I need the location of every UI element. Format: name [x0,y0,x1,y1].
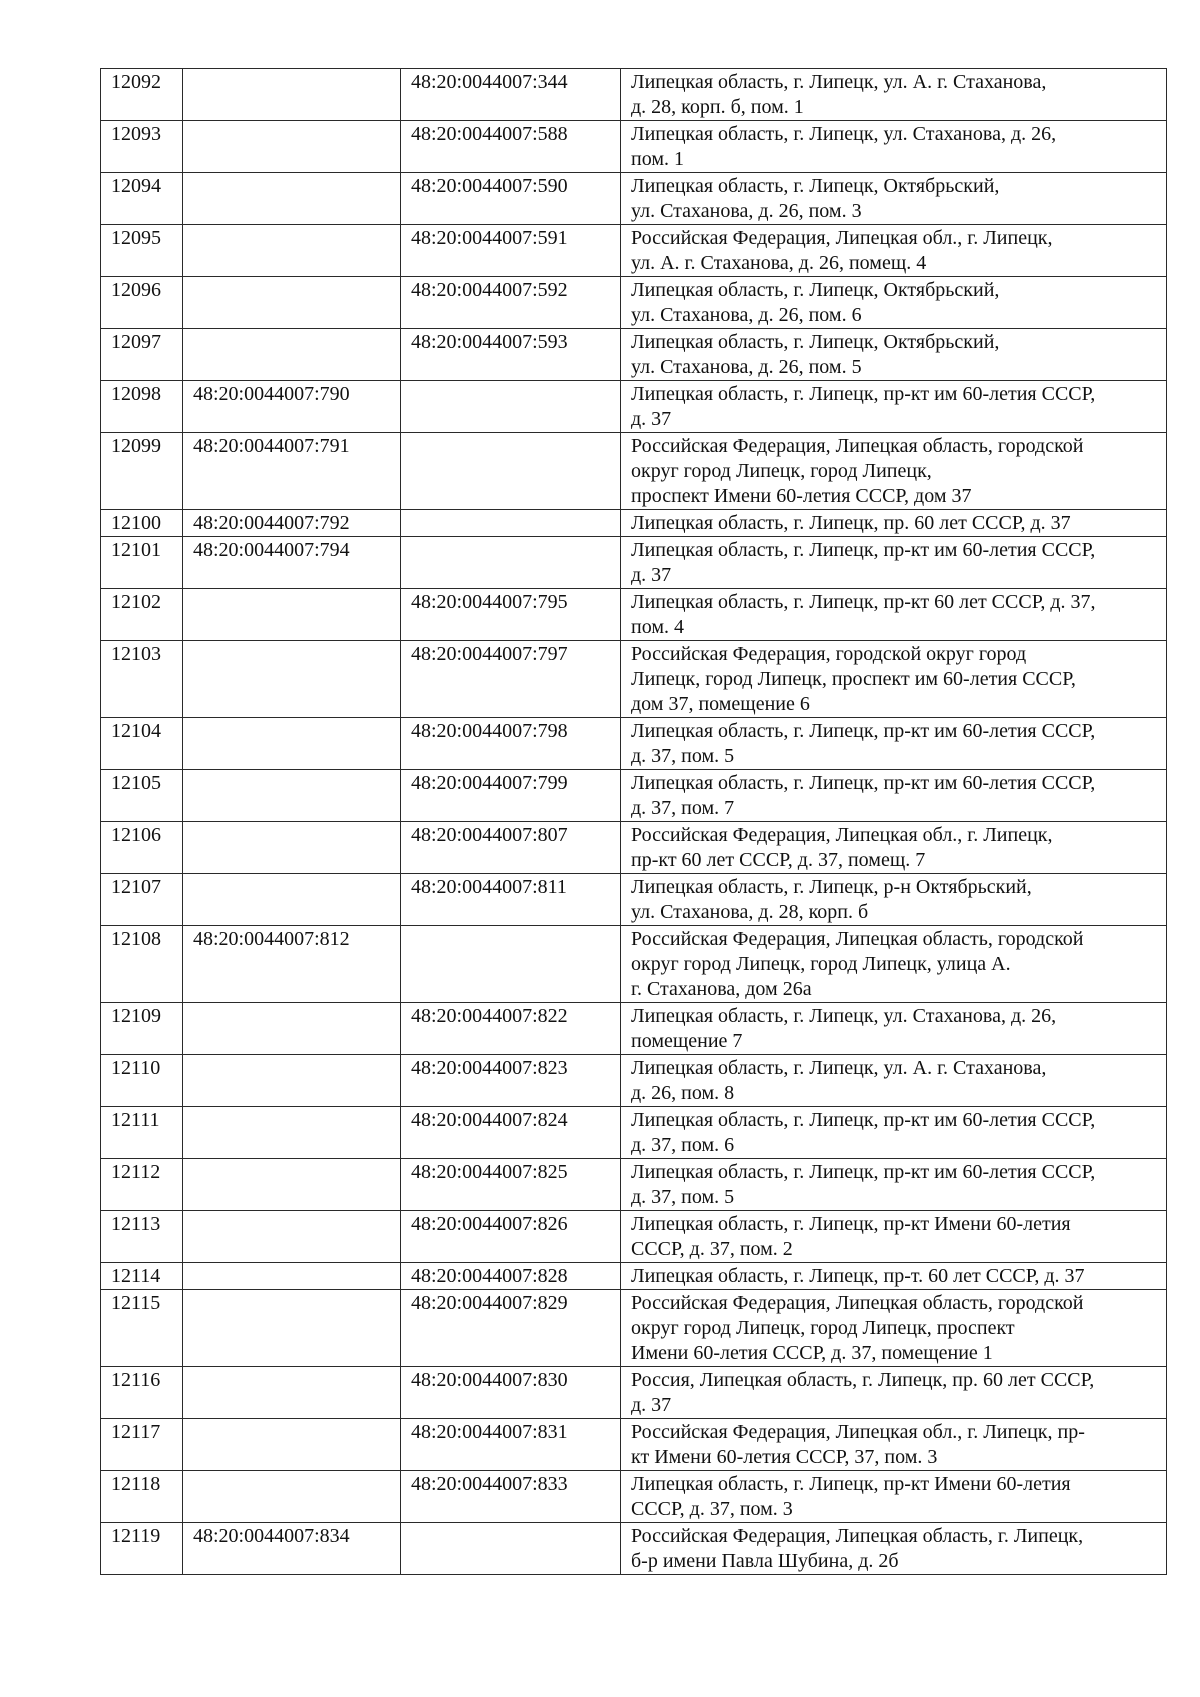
row-number: 12117 [101,1419,183,1471]
cadastral-number-secondary [401,433,621,510]
address-cell: Липецкая область, г. Липецк, пр-кт им 60-летия СССР, д. 37 [621,537,1167,589]
cadastral-number-secondary: 48:20:0044007:831 [401,1419,621,1471]
table-row [101,1159,1167,1211]
table-row [101,770,1167,822]
address-cell: Российская Федерация, Липецкая область, городской округ город Липецк, город Липецк, проспект Имени 60-летия СССР, дом 37 [621,433,1167,510]
address-cell: Россия, Липецкая область, г. Липецк, пр. 60 лет СССР, д. 37 [621,1367,1167,1419]
cadastral-number-secondary: 48:20:0044007:825 [401,1159,621,1211]
address-cell: Липецкая область, г. Липецк, пр-кт им 60-летия СССР, д. 37, пом. 7 [621,770,1167,822]
cadastral-number-secondary: 48:20:0044007:833 [401,1471,621,1523]
table-row [101,510,1167,537]
address-cell: Липецкая область, г. Липецк, ул. А. г. Стаханова, д. 28, корп. б, пом. 1 [621,69,1167,121]
cadastral-number-secondary: 48:20:0044007:799 [401,770,621,822]
row-number: 12092 [101,69,183,121]
cadastral-number-primary [183,225,401,277]
cadastral-number-secondary [401,926,621,1003]
row-number: 12093 [101,121,183,173]
cadastral-number-primary: 48:20:0044007:791 [183,433,401,510]
cadastral-number-secondary: 48:20:0044007:593 [401,329,621,381]
row-number: 12115 [101,1290,183,1367]
address-cell: Липецкая область, г. Липецк, ул. А. г. Стаханова, д. 26, пом. 8 [621,1055,1167,1107]
address-cell: Липецкая область, г. Липецк, пр-кт им 60-летия СССР, д. 37 [621,381,1167,433]
cadastral-number-secondary: 48:20:0044007:829 [401,1290,621,1367]
table-row [101,1290,1167,1367]
cadastral-number-primary: 48:20:0044007:792 [183,510,401,537]
cadastral-number-secondary: 48:20:0044007:591 [401,225,621,277]
table-row [101,1471,1167,1523]
cadastral-number-secondary: 48:20:0044007:823 [401,1055,621,1107]
row-number: 12103 [101,641,183,718]
table-row [101,537,1167,589]
address-cell: Липецкая область, г. Липецк, Октябрьский, ул. Стаханова, д. 26, пом. 3 [621,173,1167,225]
cadastral-number-primary [183,822,401,874]
address-cell: Липецкая область, г. Липецк, Октябрьский, ул. Стаханова, д. 26, пом. 5 [621,329,1167,381]
address-cell: Липецкая область, г. Липецк, пр-кт им 60-летия СССР, д. 37, пом. 6 [621,1107,1167,1159]
cadastral-number-secondary: 48:20:0044007:826 [401,1211,621,1263]
cadastral-number-primary [183,1159,401,1211]
cadastral-number-primary [183,1263,401,1290]
table-row [101,1211,1167,1263]
cadastral-number-secondary: 48:20:0044007:824 [401,1107,621,1159]
cadastral-number-secondary: 48:20:0044007:822 [401,1003,621,1055]
cadastral-number-secondary: 48:20:0044007:344 [401,69,621,121]
cadastral-number-secondary [401,510,621,537]
row-number: 12095 [101,225,183,277]
table-row [101,589,1167,641]
row-number: 12098 [101,381,183,433]
address-cell: Липецкая область, г. Липецк, пр-кт 60 лет СССР, д. 37, пом. 4 [621,589,1167,641]
address-cell: Липецкая область, г. Липецк, Октябрьский, ул. Стаханова, д. 26, пом. 6 [621,277,1167,329]
property-registry-table [100,68,1167,1575]
table-row [101,277,1167,329]
cadastral-number-secondary: 48:20:0044007:797 [401,641,621,718]
cadastral-number-primary [183,173,401,225]
cadastral-number-primary [183,1003,401,1055]
row-number: 12106 [101,822,183,874]
table-row [101,1367,1167,1419]
row-number: 12094 [101,173,183,225]
cadastral-number-primary: 48:20:0044007:834 [183,1523,401,1575]
row-number: 12096 [101,277,183,329]
row-number: 12102 [101,589,183,641]
address-cell: Липецкая область, г. Липецк, пр-кт им 60-летия СССР, д. 37, пом. 5 [621,718,1167,770]
address-cell: Липецкая область, г. Липецк, пр-т. 60 лет СССР, д. 37 [621,1263,1167,1290]
cadastral-number-secondary: 48:20:0044007:592 [401,277,621,329]
table-row [101,433,1167,510]
table-row [101,822,1167,874]
table-row [101,874,1167,926]
table-row [101,381,1167,433]
row-number: 12105 [101,770,183,822]
address-cell: Липецкая область, г. Липецк, пр. 60 лет СССР, д. 37 [621,510,1167,537]
table-row [101,1419,1167,1471]
cadastral-number-secondary: 48:20:0044007:811 [401,874,621,926]
cadastral-number-primary [183,1211,401,1263]
table-row [101,641,1167,718]
cadastral-number-primary [183,1290,401,1367]
cadastral-number-primary [183,329,401,381]
address-cell: Российская Федерация, Липецкая область, г. Липецк, б-р имени Павла Шубина, д. 2б [621,1523,1167,1575]
cadastral-number-primary [183,69,401,121]
row-number: 12099 [101,433,183,510]
cadastral-number-primary: 48:20:0044007:794 [183,537,401,589]
address-cell: Российская Федерация, Липецкая обл., г. Липецк, пр-кт 60 лет СССР, д. 37, помещ. 7 [621,822,1167,874]
cadastral-number-secondary: 48:20:0044007:828 [401,1263,621,1290]
cadastral-number-secondary [401,1523,621,1575]
table-row [101,718,1167,770]
row-number: 12109 [101,1003,183,1055]
cadastral-number-primary [183,1471,401,1523]
table-row [101,1003,1167,1055]
cadastral-number-primary [183,770,401,822]
table-row [101,121,1167,173]
row-number: 12100 [101,510,183,537]
address-cell: Российская Федерация, Липецкая обл., г. Липецк, ул. А. г. Стаханова, д. 26, помещ. 4 [621,225,1167,277]
address-cell: Российская Федерация, Липецкая область, городской округ город Липецк, город Липецк, улица А. г. Стаханова, дом 26а [621,926,1167,1003]
cadastral-number-primary [183,874,401,926]
cadastral-number-primary [183,641,401,718]
cadastral-number-primary [183,277,401,329]
row-number: 12107 [101,874,183,926]
cadastral-number-primary [183,1419,401,1471]
row-number: 12116 [101,1367,183,1419]
cadastral-number-secondary: 48:20:0044007:807 [401,822,621,874]
table-row [101,1107,1167,1159]
row-number: 12097 [101,329,183,381]
row-number: 12110 [101,1055,183,1107]
row-number: 12112 [101,1159,183,1211]
cadastral-number-primary [183,718,401,770]
cadastral-number-secondary: 48:20:0044007:590 [401,173,621,225]
row-number: 12101 [101,537,183,589]
row-number: 12111 [101,1107,183,1159]
address-cell: Российская Федерация, Липецкая область, городской округ город Липецк, город Липецк, проспект Имени 60-летия СССР, д. 37, помещение 1 [621,1290,1167,1367]
table-row [101,225,1167,277]
cadastral-number-secondary [401,381,621,433]
row-number: 12118 [101,1471,183,1523]
row-number: 12113 [101,1211,183,1263]
cadastral-number-secondary: 48:20:0044007:830 [401,1367,621,1419]
address-cell: Российская Федерация, Липецкая обл., г. Липецк, пр- кт Имени 60-летия СССР, 37, пом. 3 [621,1419,1167,1471]
address-cell: Липецкая область, г. Липецк, пр-кт Имени 60-летия СССР, д. 37, пом. 2 [621,1211,1167,1263]
cadastral-number-secondary: 48:20:0044007:588 [401,121,621,173]
table-row [101,1263,1167,1290]
cadastral-number-secondary: 48:20:0044007:795 [401,589,621,641]
cadastral-number-primary [183,589,401,641]
cadastral-number-primary [183,1367,401,1419]
cadastral-number-primary: 48:20:0044007:790 [183,381,401,433]
registry-body [101,69,1167,1575]
table-row [101,69,1167,121]
table-row [101,1523,1167,1575]
row-number: 12108 [101,926,183,1003]
row-number: 12104 [101,718,183,770]
address-cell: Липецкая область, г. Липецк, пр-кт им 60-летия СССР, д. 37, пом. 5 [621,1159,1167,1211]
table-row [101,173,1167,225]
cadastral-number-secondary: 48:20:0044007:798 [401,718,621,770]
table-row [101,329,1167,381]
table-row [101,926,1167,1003]
cadastral-number-primary [183,1107,401,1159]
row-number: 12119 [101,1523,183,1575]
address-cell: Липецкая область, г. Липецк, ул. Стаханова, д. 26, помещение 7 [621,1003,1167,1055]
row-number: 12114 [101,1263,183,1290]
cadastral-number-primary [183,121,401,173]
table-row [101,1055,1167,1107]
address-cell: Липецкая область, г. Липецк, р-н Октябрьский, ул. Стаханова, д. 28, корп. б [621,874,1167,926]
cadastral-number-primary [183,1055,401,1107]
address-cell: Российская Федерация, городской округ город Липецк, город Липецк, проспект им 60-летия СССР, дом 37, помещение 6 [621,641,1167,718]
address-cell: Липецкая область, г. Липецк, пр-кт Имени 60-летия СССР, д. 37, пом. 3 [621,1471,1167,1523]
cadastral-number-primary: 48:20:0044007:812 [183,926,401,1003]
cadastral-number-secondary [401,537,621,589]
address-cell: Липецкая область, г. Липецк, ул. Стаханова, д. 26, пом. 1 [621,121,1167,173]
